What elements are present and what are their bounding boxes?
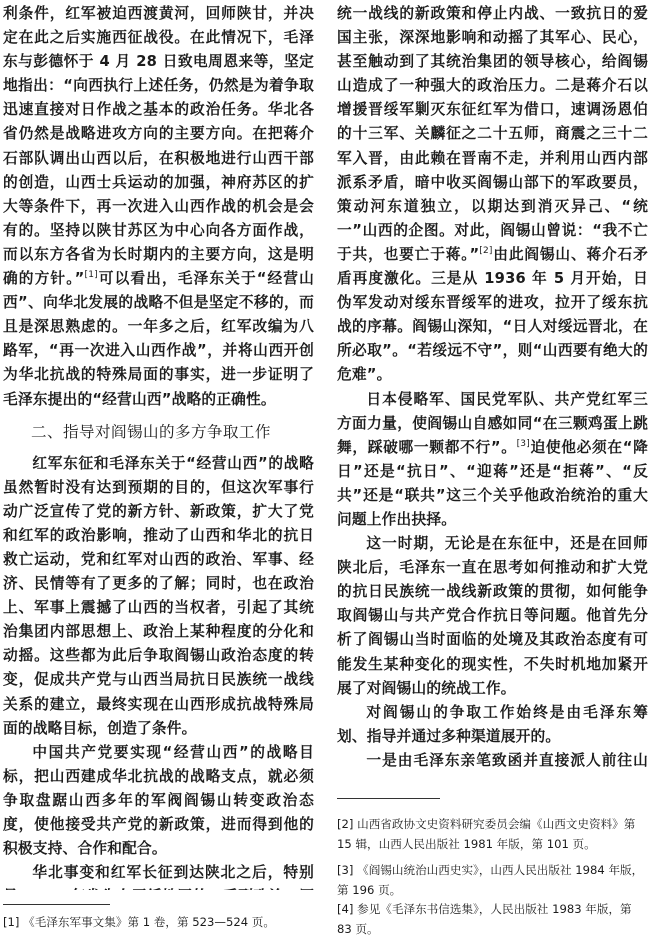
paragraph: 日本侵略军、国民党军队、共产党红军三方面力量，使阎锡山自感如同“在三颗鸡蛋上跳舞，踩破哪一颗都不行”。[3]迫使他必须在“降日”还是“抗日”、“迎蒋”还是“拒蒋”、“反共”还是“联共”这三个关乎他政治统治的重大问题上作出抉择。 xyxy=(337,390,648,528)
paragraph: 利条件，红军被迫西渡黄河，回师陕甘，并决定在此之后实施西征战役。在此情况下，毛泽东与彭德怀于 4 月 28 日致电周恩来等，坚定地指出：“向西执行上述任务，仍然是为着争取迅速直接对日作战之基本的政治任务。华北各省仍然是战略进攻方向的主要方向。在把蒋介石部队调出山西以后，在积极地进行山西干部的创造，山西士兵运动的加强，神府苏区的扩大等条件下，再一次进入山西作战的机会是会有的。坚持以陕甘苏区为中心向各方面作战，而以东方各省为长时期内的主要方向，这是明确的方针。”[1]可以看出，毛泽东关于“经营山西”、向华北发展的战略不但是坚定不移的，而且是深思熟虑的。一年多之后，红军改编为八路军，“再一次进入山西作战”，并将山西开创为华北抗战的特殊局面的事实，进一步证明了毛泽东提出的“经营山西”战略的正确性。 xyxy=(3,5,314,408)
footnote: [3] 《阎锡山统治山西史实》，山西人民出版社 1984 年版，第 196 页。 xyxy=(337,863,644,897)
paragraph: 对阎锡山的争取工作始终是由毛泽东筹划、指导并通过多种渠道展开的。 xyxy=(337,703,648,745)
left-column-body xyxy=(3,2,314,890)
footnote-divider xyxy=(3,904,110,905)
footnote: [1] 《毛泽东军事文集》第 1 卷，第 523—524 页。 xyxy=(3,915,275,929)
footnote-marker[interactable]: [3] xyxy=(516,438,530,449)
footnote: [2] 山西省政协文史资料研究委员会编《山西文史资料》第 15 辑，山西人民出版社 1981 年版，第 101 页。 xyxy=(337,817,636,851)
section-heading: 二、指导对阎锡山的多方争取工作 xyxy=(31,422,271,441)
paragraph: 统一战线的新政策和停止内战、一致抗日的爱国主张，深深地影响和动摇了其军心、民心，甚至触动到了其统治集团的领导核心，给阎锡山造成了一种强大的政治压力。二是蒋介石以增援晋绥军剿灭东征红军为借口，速调汤恩伯的十三军、关麟征之二十五师，商震之三十二军入晋，由此赖在晋南不走，并利用山西内部派系矛盾，暗中收买阎锡山部下的军政要员，策动河东道独立，以期达到消灭异己、“统一”山西的企图。对此，阎锡山曾说：“我不亡于共，也要亡于蒋。”[2]由此阎锡山、蒋介石矛盾再度激化。三是从 1936 年 5 月开始，日伪军发动对绥东晋绥军的进攻，拉开了绥东抗战的序幕。阎锡山深知，“日人对绥远晋北，在所必取”。“若绥远不守”，则“山西要有绝大的危难”。 xyxy=(337,5,648,384)
left-column xyxy=(3,2,314,890)
paragraph: 华北事变和红军长征到达陕北之后，特别 xyxy=(32,864,314,882)
paragraph: 这一时期，无论是在东征中，还是在回师陕北后，毛泽东一直在思考如何推动和扩大党的抗日民族统一战线新政策的贯彻，如何能争取阎锡山与共产党合作抗日等问题。他首先分析了阎锡山当时面临的处境及其政治态度有可能发生某种变化的现实性，不失时机地加紧开展了对阎锡山的统战工作。 xyxy=(337,535,648,697)
paragraph: 一是由毛泽东亲笔致函并直接派人前往山 xyxy=(366,751,648,769)
paragraph: 中国共产党要实现“经营山西”的战略目标，把山西建成华北抗战的战略支点，就必须争取盘踞山西多年的军阀阎锡山转变政治态度，使他接受共产党的新政策，进而得到他的积极支持、合作和配合。 xyxy=(3,743,314,858)
footnote-marker[interactable]: [2] xyxy=(479,246,493,257)
footnote-divider xyxy=(337,798,440,799)
right-column-body xyxy=(337,2,648,773)
paragraph: 红军东征和毛泽东关于“经营山西”的战略虽然暂时没有达到预期的目的，但这次军事行动广泛宣传了党的新方针、新政策，扩大了党和红军的政治影响，推动了山西和华北的抗日救亡运动，党和红军对山西的政治、军事、经济、民情等有了更多的了解；同时，也在政治上、军事上震撼了山西的当权者，引起了其统治集团内部思想上、政治上某种程度的分化和动摇。这些都为此后争取阎锡山政治态度的转变，促成共产党与山西当局抗日民族统一战线关系的建立，最终实现在山西形成抗战特殊局面的战略目标，创造了条件。 xyxy=(3,454,314,737)
footnote-marker[interactable]: [1] xyxy=(84,270,98,281)
footnote: [4] 参见《毛泽东书信选集》，人民出版社 1983 年版，第 83 页。 xyxy=(337,902,632,936)
right-column xyxy=(337,2,648,773)
